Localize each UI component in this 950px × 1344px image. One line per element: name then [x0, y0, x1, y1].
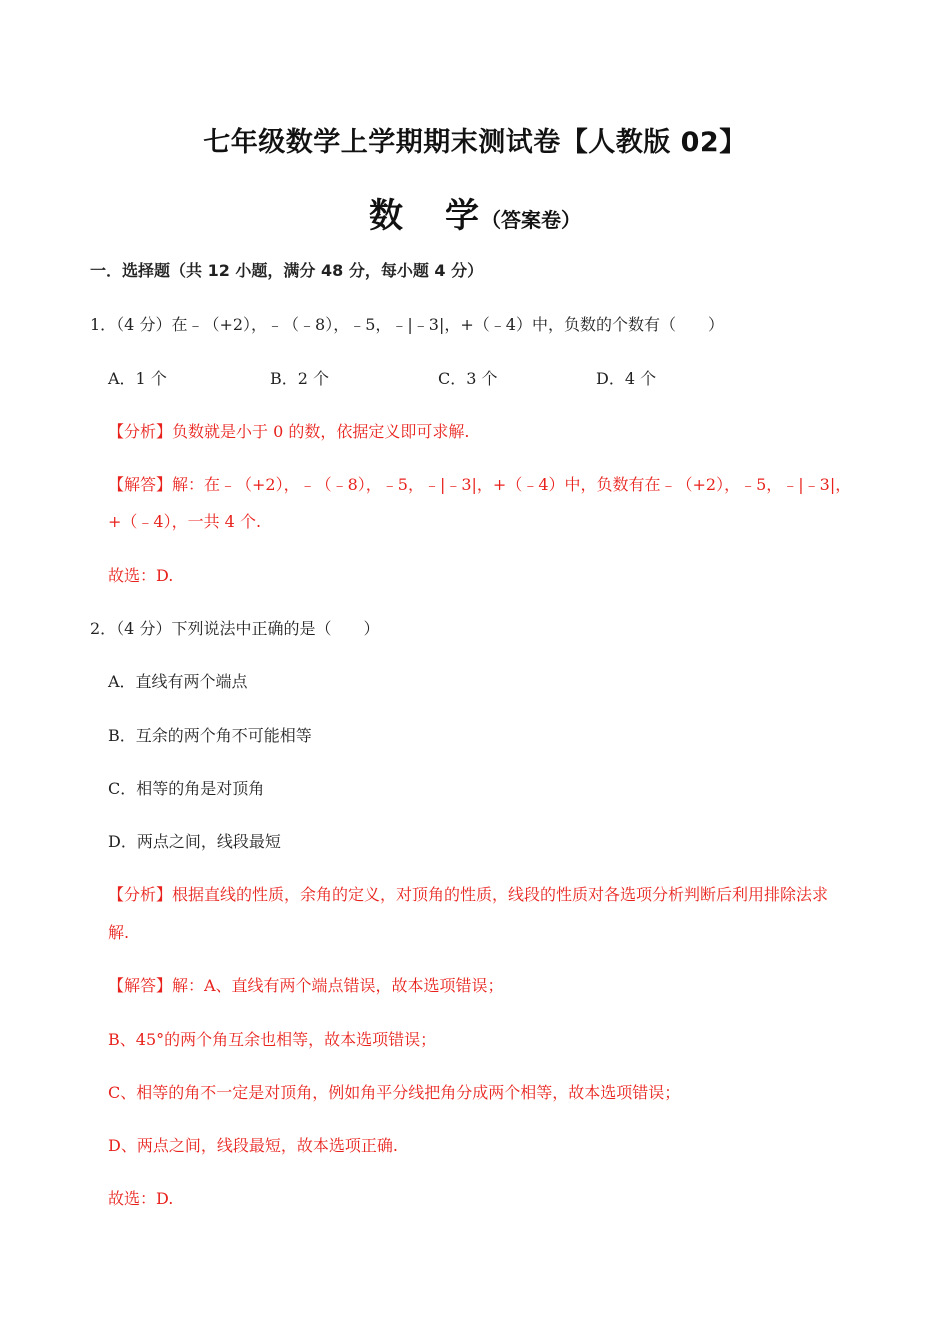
q2-answer-a: 【解答】解：A、直线有两个端点错误，故本选项错误； — [108, 976, 504, 995]
q1-answer-line-2: +（﹣4），一共 4 个. — [108, 512, 262, 531]
question-1-stem: 1．（4 分）在﹣（+2），﹣（﹣8），﹣5，﹣|﹣3|，+（﹣4）中，负数的个数有（ ） — [90, 315, 724, 334]
page-title: 七年级数学上学期期末测试卷【人教版 02】 — [203, 127, 747, 158]
section-heading: 一．选择题（共 12 小题，满分 48 分，每小题 4 分） — [90, 261, 484, 280]
subject-note: （答案卷） — [481, 208, 581, 232]
q2-choice: 故选：D. — [108, 1189, 174, 1208]
q1-option-d: D．4 个 — [596, 369, 657, 388]
q1-answer-line-1: 【解答】解：在﹣（+2），﹣（﹣8），﹣5，﹣|﹣3|，+（﹣4）中，负数有在﹣（+2），﹣5，﹣|﹣3|， — [108, 475, 852, 494]
q2-option-c: C．相等的角是对顶角 — [108, 779, 265, 798]
question-1-options — [0, 366, 950, 390]
q2-analysis-line-2: 解. — [108, 923, 130, 942]
q1-analysis: 【分析】负数就是小于 0 的数，依据定义即可求解. — [108, 422, 470, 441]
q2-answer-b: B、45°的两个角互余也相等，故本选项错误； — [108, 1030, 437, 1049]
question-2-stem: 2．（4 分）下列说法中正确的是（ ） — [90, 619, 380, 638]
q1-choice: 故选：D. — [108, 566, 174, 585]
q2-answer-d: D、两点之间，线段最短，故本选项正确. — [108, 1136, 398, 1155]
q2-analysis-line-1: 【分析】根据直线的性质，余角的定义，对顶角的性质，线段的性质对各选项分析判断后利用排除法求 — [108, 885, 829, 904]
subject-char-1: 数 — [369, 196, 405, 236]
q2-answer-c: C、相等的角不一定是对顶角，例如角平分线把角分成两个相等，故本选项错误； — [108, 1083, 681, 1102]
subject-heading — [0, 188, 950, 237]
q2-option-d: D．两点之间，线段最短 — [108, 832, 281, 851]
q1-option-b: B．2 个 — [270, 369, 330, 388]
q2-option-b: B．互余的两个角不可能相等 — [108, 726, 312, 745]
q1-option-c: C．3 个 — [438, 369, 498, 388]
q2-option-a: A．直线有两个端点 — [108, 672, 248, 691]
subject-char-2: 学 — [445, 196, 481, 236]
q1-option-a: A．1 个 — [108, 369, 167, 388]
